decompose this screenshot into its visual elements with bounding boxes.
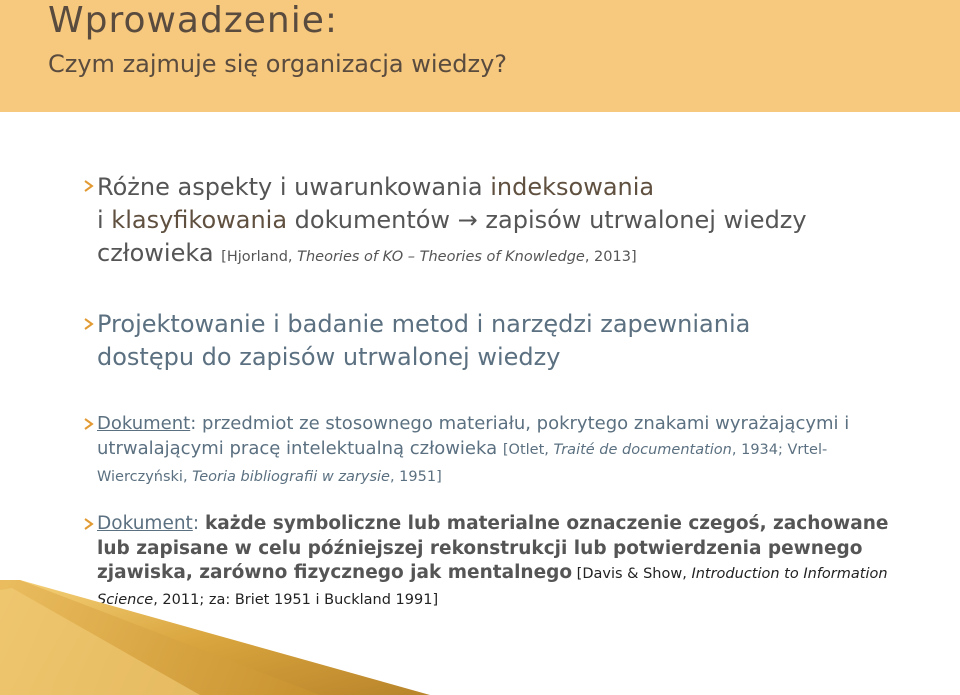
bullet-3-ref-title-1: Traité de documentation — [553, 442, 732, 458]
decorative-corner — [0, 580, 430, 695]
bullet-1-text-d: zapisów utrwalonej wiedzy człowieka — [97, 206, 807, 267]
dokument-term: Dokument — [97, 413, 191, 434]
bullet-4-colon: : — [192, 513, 205, 534]
bullet-1-text-a: Różne aspekty i uwarunkowania — [97, 173, 491, 201]
bullet-3-ref-a: [Otlet, — [502, 442, 554, 458]
bullet-3-text: : przedmiot ze stosownego materiału, pokrytego znakami wyrażającymi i utrwalającymi pracę intelektualną człowieka — [97, 413, 850, 459]
bullet-3-ref-b: , 1934; Vrtel-Wierczyński, — [97, 442, 828, 485]
bullet-4-ref-b: , 2011; za: Briet 1951 i Buckland 1991] — [153, 591, 439, 608]
title-bar — [0, 0, 960, 112]
bullet-1-text-c: dokumentów — [287, 206, 458, 234]
triangle-bullet-icon — [84, 518, 94, 528]
bullet-3-ref-c: , 1951] — [389, 469, 442, 485]
bullet-1-ref-title: Theories of KO – Theories of Knowledge — [297, 249, 585, 265]
dokument-term: Dokument — [97, 513, 193, 534]
bullet-4-ref-title: Introduction to Information Science — [97, 566, 888, 608]
bullet-4-ref-a: [Davis & Show, — [572, 566, 692, 582]
bullet-3 — [97, 411, 897, 490]
bullet-1-ref-a: [Hjorland, — [221, 249, 298, 265]
triangle-bullet-icon — [84, 180, 94, 190]
klasyfikowania-term: klasyfikowania — [111, 206, 288, 234]
bullet-1-text-b: i — [97, 206, 112, 234]
bullet-3-ref-title-2: Teoria bibliografii w zarysie — [192, 469, 390, 485]
slide-title: Wprowadzenie: — [48, 0, 338, 41]
bullet-2: Projektowanie i badanie metod i narzędzi zapewniania dostępu do zapisów utrwalonej wiedzy — [97, 310, 751, 371]
arrow-right-icon: → — [457, 206, 478, 234]
triangle-bullet-icon — [84, 318, 94, 328]
indeksowania-term: indeksowania — [490, 173, 655, 201]
bullet-1 — [97, 171, 927, 274]
bullet-4-definition: każde symboliczne lub materialne oznaczenie czegoś, zachowane lub zapisane w celu późniejszej rekonstrukcji lub potwierdzenia pewnego zjawiska, zarówno fizycznego jak mentalnego — [97, 513, 889, 583]
triangle-bullet-icon — [84, 418, 94, 428]
bullet-1-ref-b: , 2013] — [584, 249, 637, 265]
slide-subtitle: Czym zajmuje się organizacja wiedzy? — [48, 50, 508, 78]
